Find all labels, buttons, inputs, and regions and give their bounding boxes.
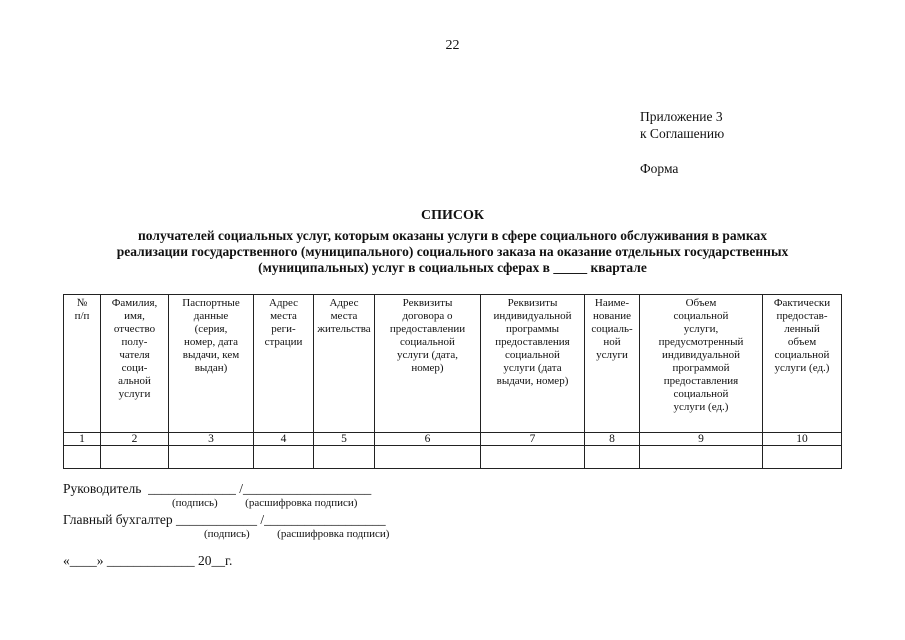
- empty-cell: [763, 446, 842, 469]
- empty-cell: [585, 446, 640, 469]
- column-number-row: [64, 433, 842, 446]
- column-header-line: услуги (ед.): [673, 401, 729, 413]
- column-number: 2: [101, 433, 169, 446]
- column-header-10: [763, 295, 842, 433]
- column-header-line: Объем: [685, 297, 717, 309]
- column-header-line: имя,: [124, 310, 145, 322]
- empty-cell: [481, 446, 585, 469]
- column-header-line: (серия,: [194, 323, 228, 335]
- table-header-row: [64, 295, 842, 433]
- column-header-line: услуги (ед.): [774, 362, 830, 374]
- column-number: 4: [254, 433, 314, 446]
- column-header-line: отчество: [113, 323, 156, 335]
- form-label: Форма: [640, 161, 679, 176]
- column-header-line: социальной: [505, 349, 560, 361]
- column-number: 7: [481, 433, 585, 446]
- accountant-signature-line: Главный бухгалтер ____________ /__________________: [63, 512, 386, 527]
- column-header-line: социальной: [400, 336, 455, 348]
- date-line: «____» _____________ 20__г.: [63, 553, 233, 568]
- accountant-signature-hint: (подпись) (расшифровка подписи): [204, 528, 390, 540]
- empty-cell: [375, 446, 481, 469]
- column-header-line: реги-: [271, 323, 296, 335]
- column-header-line: предоставления: [663, 375, 739, 387]
- column-header-line: жительства: [317, 323, 371, 335]
- empty-cell: [169, 446, 254, 469]
- column-header-8: [585, 295, 640, 433]
- column-number: 5: [314, 433, 375, 446]
- column-header-line: страции: [264, 336, 303, 348]
- document-subtitle: [60, 228, 845, 276]
- column-header-line: ленный: [784, 323, 820, 335]
- column-header-line: №: [76, 297, 88, 309]
- column-header-line: индивидуальной: [661, 349, 741, 361]
- document-title: СПИСОК: [420, 208, 485, 223]
- subtitle-line-1: получателей социальных услуг, которым оказаны услуги в сфере социального обслуживания в рамках: [138, 228, 767, 243]
- column-header-5: [314, 295, 375, 433]
- column-header-line: соци-: [121, 362, 148, 374]
- column-header-line: Реквизиты: [402, 297, 453, 309]
- column-header-line: альной: [118, 375, 151, 387]
- column-header-7: [481, 295, 585, 433]
- column-header-line: предоставлении: [389, 323, 466, 335]
- empty-cell: [254, 446, 314, 469]
- column-header-line: Фамилия,: [111, 297, 158, 309]
- column-header-line: полу-: [121, 336, 148, 348]
- column-header-line: номер): [411, 362, 444, 374]
- column-header-line: выдан): [194, 362, 228, 374]
- column-header-line: программы: [505, 323, 560, 335]
- subtitle-line-2: реализации государственного (муниципального) социального заказа на оказание отдельных государственных: [116, 244, 789, 259]
- column-number: 8: [585, 433, 640, 446]
- column-header-line: Адрес: [268, 297, 299, 309]
- column-header-line: выдачи, кем: [182, 349, 240, 361]
- column-header-line: индивидуальной: [493, 310, 572, 322]
- column-header-line: социаль-: [591, 323, 633, 335]
- column-header-line: услуги (дата,: [397, 349, 458, 361]
- appendix-reference: [640, 108, 724, 142]
- column-header-line: социальной: [673, 388, 729, 400]
- table-row: [64, 446, 842, 469]
- column-header-line: предоставления: [495, 336, 570, 348]
- column-header-line: услуги: [596, 349, 628, 361]
- column-number: 9: [640, 433, 763, 446]
- column-header-line: предусмотренный: [658, 336, 744, 348]
- column-header-line: Адрес: [329, 297, 359, 309]
- column-number: 1: [64, 433, 101, 446]
- column-header-line: места: [330, 310, 358, 322]
- empty-cell: [64, 446, 101, 469]
- column-header-line: Наиме-: [594, 297, 630, 309]
- column-header-9: [640, 295, 763, 433]
- column-header-6: [375, 295, 481, 433]
- subtitle-line-3: (муниципальных) услуг в социальных сферах в _____ квартале: [258, 260, 647, 275]
- column-header-line: Паспортные: [182, 297, 240, 309]
- column-header-line: номер, дата: [183, 336, 239, 348]
- column-header-line: программой: [672, 362, 730, 374]
- empty-cell: [640, 446, 763, 469]
- column-header-line: места: [270, 310, 297, 322]
- column-header-line: предостав-: [776, 310, 828, 322]
- column-header-line: Фактически: [773, 297, 831, 309]
- column-header-line: чателя: [119, 349, 150, 361]
- page-number: 22: [445, 38, 460, 53]
- column-header-line: социальной: [673, 310, 729, 322]
- column-number: 6: [375, 433, 481, 446]
- empty-cell: [314, 446, 375, 469]
- column-header-line: п/п: [74, 310, 90, 322]
- column-header-line: услуги (дата: [503, 362, 562, 374]
- column-header-line: социальной: [774, 349, 830, 361]
- column-header-line: данные: [193, 310, 229, 322]
- head-signature-hint: (подпись) (расшифровка подписи): [172, 497, 358, 509]
- column-header-line: услуги,: [683, 323, 719, 335]
- appendix-line-2: к Соглашению: [640, 126, 725, 141]
- column-header-1: [64, 295, 101, 433]
- column-header-line: Реквизиты: [507, 297, 558, 309]
- column-header-line: ной: [603, 336, 621, 348]
- appendix-line-1: Приложение 3: [640, 109, 723, 124]
- head-signature-line: Руководитель _____________ /___________________: [63, 481, 372, 496]
- column-number: 10: [763, 433, 842, 446]
- column-number: 3: [169, 433, 254, 446]
- column-header-line: выдачи, номер): [496, 375, 569, 387]
- column-header-line: договора о: [402, 310, 453, 322]
- column-header-3: [169, 295, 254, 433]
- column-header-4: [254, 295, 314, 433]
- recipients-table: [63, 294, 842, 469]
- column-header-2: [101, 295, 169, 433]
- column-header-line: услуги: [118, 388, 151, 400]
- column-header-line: объем: [787, 336, 817, 348]
- empty-cell: [101, 446, 169, 469]
- column-header-line: нование: [593, 310, 631, 322]
